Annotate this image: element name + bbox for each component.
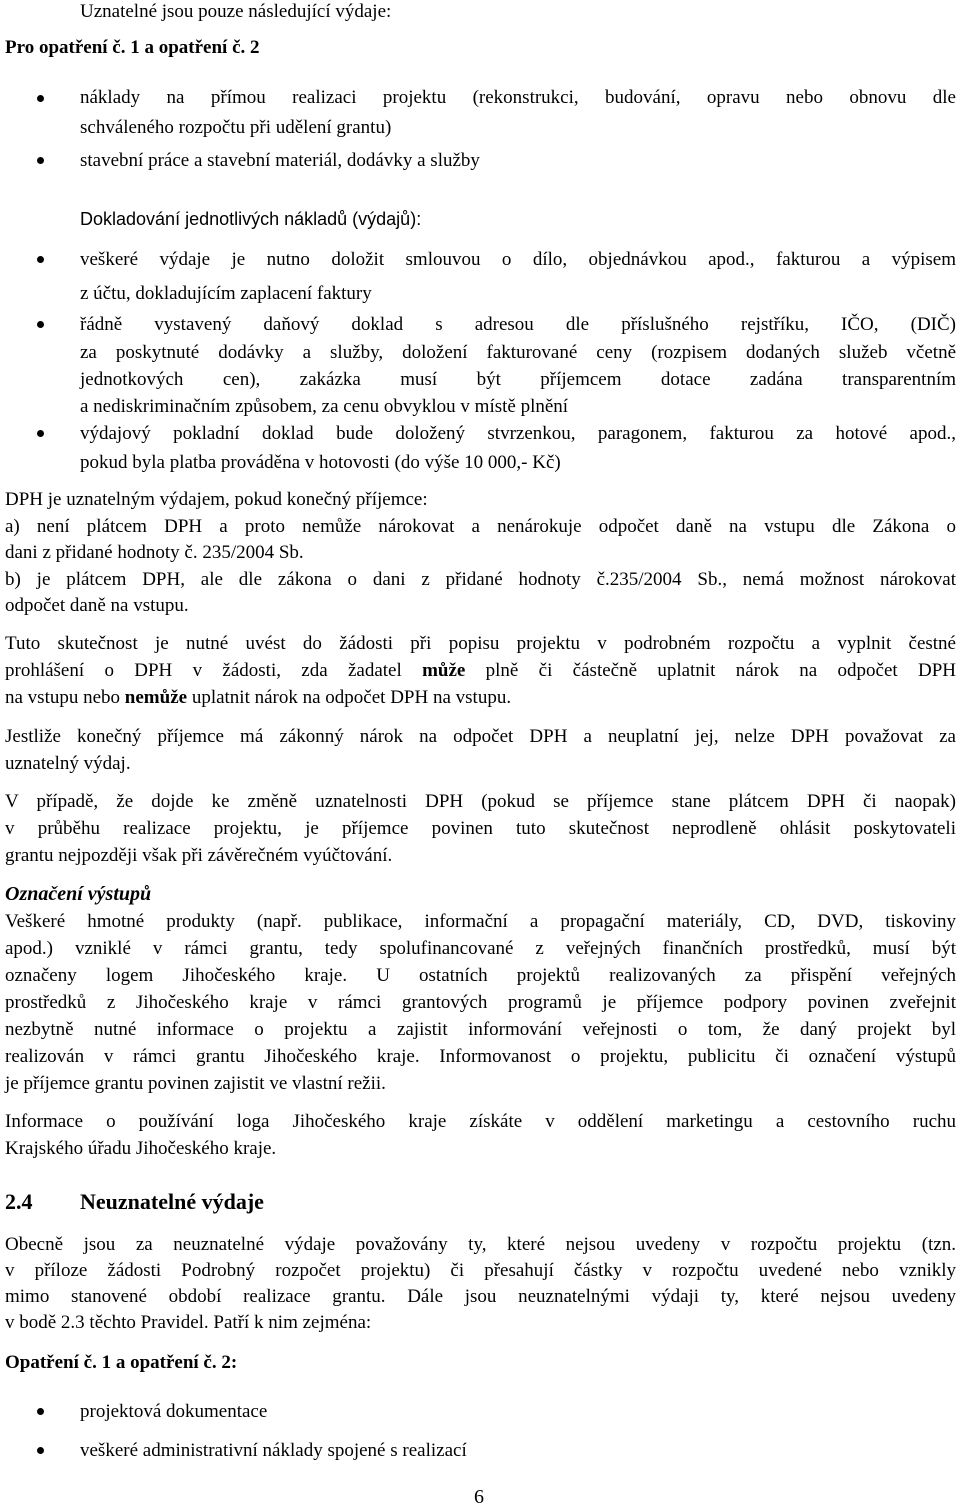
- outputs-p1-line-6: realizován v rámci grantu Jihočeského kraje. Informovanost o projektu, publicitu či označení výstupů: [5, 1046, 956, 1067]
- outputs-p1-line-3: označeny logem Jihočeského kraje. U ostatních projektů realizovaných za přispění veřejných: [5, 965, 956, 986]
- measures-title: Pro opatření č. 1 a opatření č. 2: [5, 37, 260, 58]
- outputs-p2-line-1: Informace o používání loga Jihočeského kraje získáte v oddělení marketingu a cestovního ruchu: [5, 1111, 956, 1132]
- vat-a-line-2: dani z přidané hodnoty č. 235/2004 Sb.: [5, 542, 304, 563]
- doc-bullet-3-line-2: pokud byla platba prováděna v hotovosti (do výše 10 000,- Kč): [80, 452, 561, 473]
- outputs-p2-line-2: Krajského úřadu Jihočeského kraje.: [5, 1138, 277, 1159]
- ineligible-bullet-2: veškeré administrativní náklady spojené s realizací: [80, 1440, 467, 1461]
- section-title: Neuznatelné výdaje: [80, 1189, 264, 1214]
- section-number: 2.4: [5, 1189, 33, 1214]
- vat-p2-line-2: uznatelný výdaj.: [5, 753, 131, 774]
- doc-bullet-2-line-4: a nediskriminačním způsobem, za cenu obvyklou v místě plnění: [80, 396, 569, 417]
- vat-p1-bold: může: [422, 660, 466, 681]
- vat-p1-text: na vstupu nebo: [5, 687, 125, 708]
- bullet-dot: [37, 157, 44, 164]
- vat-p1-line-2: [5, 659, 956, 683]
- doc-bullet-3-line-1: výdajový pokladní doklad bude doložený stvrzenkou, paragonem, fakturou za hotové apod.,: [80, 423, 956, 444]
- bullet-dot: [37, 1408, 44, 1415]
- section-measures-title: Opatření č. 1 a opatření č. 2:: [5, 1352, 238, 1373]
- vat-p2-line-1: Jestliže konečný příjemce má zákonný nárok na odpočet DPH a neuplatní jej, nelze DPH považovat za: [5, 726, 956, 747]
- bullet-dot: [37, 256, 44, 263]
- doc-bullet-1-line-1: veškeré výdaje je nutno doložit smlouvou o dílo, objednávkou apod., fakturou a výpisem: [80, 249, 956, 270]
- outputs-p1-line-7: je příjemce grantu povinen zajistit ve vlastní režii.: [5, 1073, 386, 1094]
- outputs-p1-line-5: nezbytně nutné informace o projektu a zajistit informování veřejnosti o tom, že daný projekt byl: [5, 1019, 956, 1040]
- section-p1-line-4: v bodě 2.3 těchto Pravidel. Patří k nim zejména:: [5, 1312, 372, 1333]
- doc-bullet-2-line-2: za poskytnuté dodávky a služby, doložení fakturované ceny (rozpisem dodaných služeb včetně: [80, 342, 956, 363]
- eligible-bullet-2: stavební práce a stavební materiál, dodávky a služby: [80, 150, 480, 171]
- doc-bullet-1-line-2: z účtu, dokladujícím zaplacení faktury: [80, 283, 372, 304]
- doc-bullet-2-line-1: řádně vystavený daňový doklad s adresou dle příslušného rejstříku, IČO, (DIČ): [80, 314, 956, 335]
- vat-p3-line-1: V případě, že dojde ke změně uznatelnosti DPH (pokud se příjemce stane plátcem DPH či naopak): [5, 791, 956, 812]
- vat-p1-line-3: [5, 686, 511, 710]
- outputs-p1-line-1: Veškeré hmotné produkty (např. publikace, informační a propagační materiály, CD, DVD, tiskoviny: [5, 911, 956, 932]
- outputs-p1-line-4: prostředků z Jihočeského kraje v rámci grantových programů je příjemce podpory povinen zveřejnit: [5, 992, 956, 1013]
- eligible-bullet-1-line-2: schváleného rozpočtu při udělení grantu): [80, 117, 392, 138]
- bullet-dot: [37, 430, 44, 437]
- section-p1-line-2: v příloze žádosti Podrobný rozpočet projektu) či přesahují částky v rozpočtu uvedené nebo vznikly: [5, 1260, 956, 1281]
- vat-p1-text: plně či částečně uplatnit nárok na odpočet DPH: [465, 660, 956, 681]
- vat-p1-text: prohlášení o DPH v žádosti, zda žadatel: [5, 660, 423, 681]
- vat-p1-text: uplatnit nárok na odpočet DPH na vstupu.: [187, 687, 512, 708]
- eligible-bullet-1-line-1: náklady na přímou realizaci projektu (rekonstrukci, budování, opravu nebo obnovu dle: [80, 87, 956, 108]
- bullet-dot: [37, 321, 44, 328]
- ineligible-bullet-1: projektová dokumentace: [80, 1401, 268, 1422]
- vat-b-line-2: odpočet daně na vstupu.: [5, 595, 189, 616]
- intro-text: Uznatelné jsou pouze následující výdaje:: [80, 1, 392, 22]
- vat-p3-line-2: v průběhu realizace projektu, je příjemce povinen tuto skutečnost neprodleně ohlásit poskytovateli: [5, 818, 956, 839]
- section-p1-line-1: Obecně jsou za neuznatelné výdaje považovány ty, které nejsou uvedeny v rozpočtu projektu (tzn.: [5, 1234, 956, 1255]
- vat-p1-line-1: Tuto skutečnost je nutné uvést do žádosti při popisu projektu v podrobném rozpočtu a vyplnit čestné: [5, 633, 956, 654]
- outputs-p1-line-2: apod.) vzniklé v rámci grantu, tedy spolufinancované z veřejných finančních prostředků, musí být: [5, 938, 956, 959]
- vat-b-line-1: b) je plátcem DPH, ale dle zákona o dani z přidané hodnoty č.235/2004 Sb., nemá možnost nárokovat: [5, 569, 956, 590]
- documentation-title: Dokladování jednotlivých nákladů (výdajů):: [80, 209, 422, 229]
- vat-intro: DPH je uznatelným výdajem, pokud konečný příjemce:: [5, 489, 428, 510]
- doc-bullet-2-line-3: jednotkových cen), zakázka musí být příjemcem dotace zadána transparentním: [80, 369, 956, 390]
- vat-a-line-1: a) není plátcem DPH a proto nemůže nárokovat a nenárokuje odpočet daně na vstupu dle Zákona o: [5, 516, 956, 537]
- section-p1-line-3: mimo stanovené období realizace grantu. Dále jsou neuznatelnými výdaji ty, které nejsou uvedeny: [5, 1286, 956, 1307]
- page-number: 6: [474, 1486, 484, 1508]
- vat-p1-bold: nemůže: [124, 687, 188, 708]
- outputs-title: Označení výstupů: [5, 883, 152, 905]
- vat-p3-line-3: grantu nejpozději však při závěrečném vyúčtování.: [5, 845, 393, 866]
- bullet-dot: [37, 95, 44, 102]
- bullet-dot: [37, 1447, 44, 1454]
